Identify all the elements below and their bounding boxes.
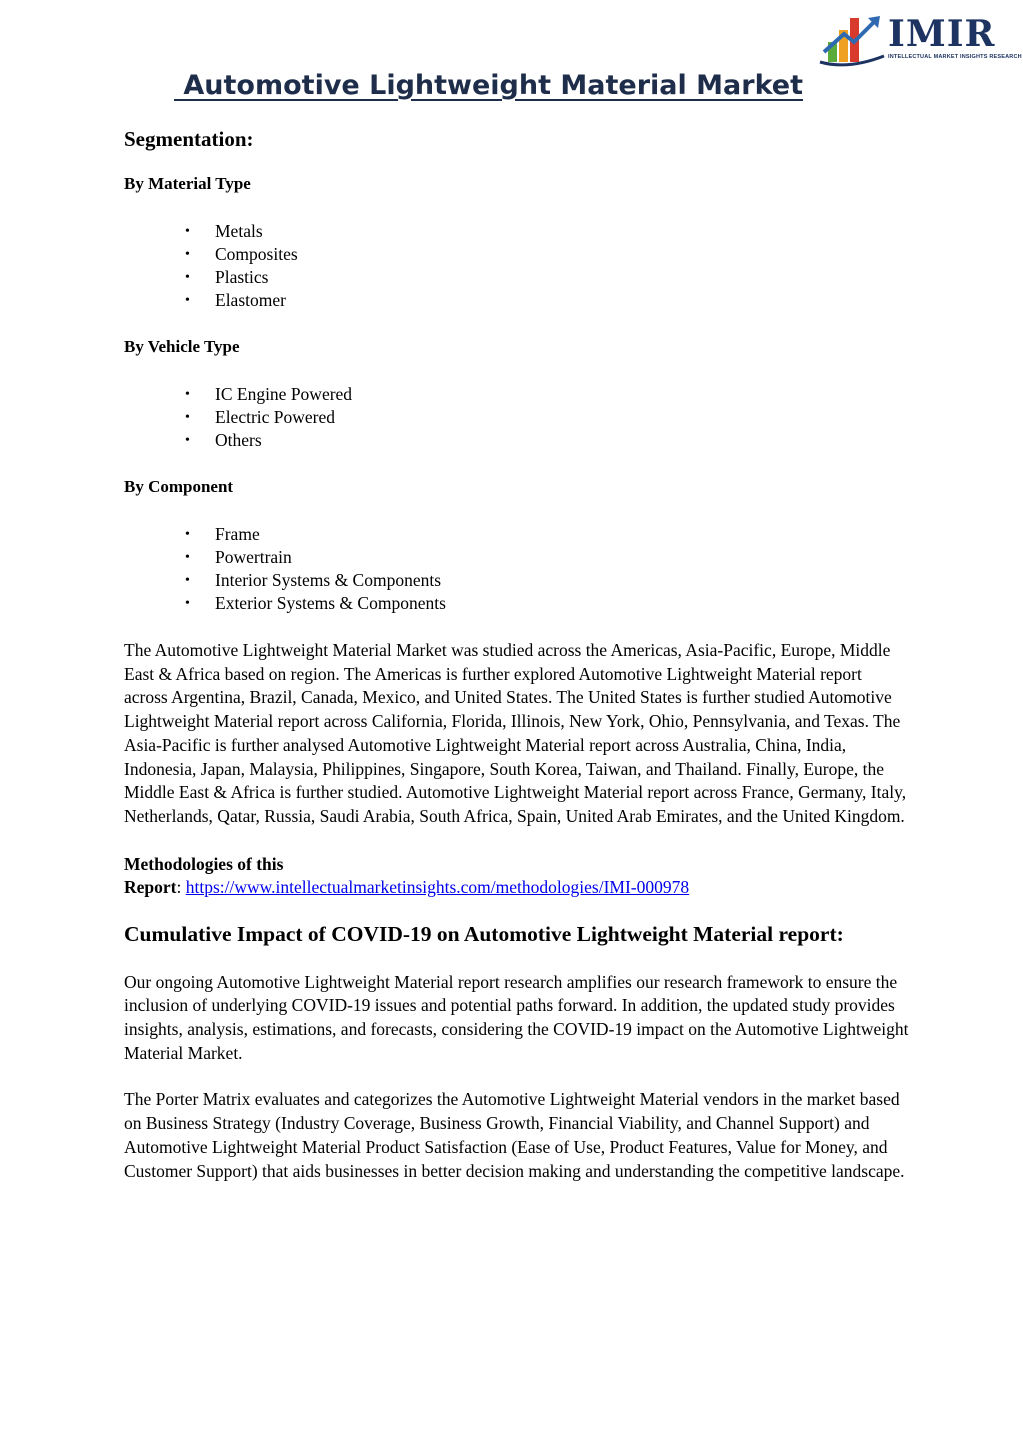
bullet-icon: • bbox=[185, 224, 190, 239]
bullet-icon: • bbox=[185, 550, 190, 565]
segment-vehicle-type bbox=[124, 336, 909, 452]
bullet-icon: • bbox=[185, 247, 190, 262]
segment-heading: By Component bbox=[124, 477, 234, 496]
porter-paragraph: The Porter Matrix evaluates and categorizes the Automotive Lightweight Material vendors in the market based on Business Strategy (Industry Coverage, Business Growth, Financial Viability, and Channel Support) and Automotive Lightweight Material Product Satisfaction (Ease of Use, Product Features, Value for Money, and Customer Support) that aids businesses in better decision making and understanding the competitive landscape. bbox=[124, 1089, 905, 1181]
bullet-icon: • bbox=[185, 270, 190, 285]
bullet-icon: • bbox=[185, 387, 190, 402]
bullet-list bbox=[124, 383, 909, 452]
bullet-icon: • bbox=[185, 596, 190, 611]
logo-wordmark: IMIR bbox=[888, 13, 996, 55]
methodology-block bbox=[124, 853, 909, 900]
imir-logo bbox=[818, 12, 1022, 70]
methodology-link[interactable]: https://www.intellectualmarketinsights.com/methodologies/IMI-000978 bbox=[185, 877, 690, 898]
methodology-label-line2: Report bbox=[124, 877, 177, 898]
page-title: Automotive Lightweight Material Market bbox=[174, 70, 804, 101]
bullet-icon: • bbox=[185, 573, 190, 588]
list-item: • IC Engine Powered bbox=[185, 384, 353, 404]
methodology-label-line1: Methodologies of this bbox=[124, 853, 284, 874]
segment-component bbox=[124, 476, 909, 615]
segment-heading: By Vehicle Type bbox=[124, 337, 240, 356]
methodology-colon: : bbox=[176, 877, 186, 898]
list-item: • Plastics bbox=[185, 267, 269, 287]
list-item: • Composites bbox=[185, 244, 298, 264]
document-body bbox=[124, 124, 909, 1183]
segmentation-heading: Segmentation: bbox=[124, 127, 254, 151]
region-paragraph: The Automotive Lightweight Material Market was studied across the Americas, Asia-Pacific, Europe, Middle East & Africa based on region. The Americas is further explored Automotive Lightweight Material report across Argentina, Brazil, Canada, Mexico, and United States. The United States is further studied Automotive Lightweight Material report across California, Florida, Illinois, New York, Ohio, Pennsylvania, and Texas. The Asia-Pacific is further analysed Automotive Lightweight Material report across Australia, China, India, Indonesia, Japan, Malaysia, Philippines, Singapore, South Korea, Taiwan, and Thailand. Finally, Europe, the Middle East & Africa is further studied. Automotive Lightweight Material report across France, Germany, Italy, Netherlands, Qatar, Russia, Saudi Arabia, South Africa, Spain, United Arab Emirates, and the United Kingdom. bbox=[124, 640, 907, 826]
list-item: • Metals bbox=[185, 221, 263, 241]
list-item: • Electric Powered bbox=[185, 407, 336, 427]
logo-tagline: INTELLECTUAL MARKET INSIGHTS RESEARCH bbox=[888, 54, 1022, 60]
bullet-list bbox=[124, 220, 909, 312]
bullet-icon: • bbox=[185, 410, 190, 425]
list-item: • Frame bbox=[185, 524, 260, 544]
segment-heading: By Material Type bbox=[124, 174, 251, 193]
list-item: • Exterior Systems & Components bbox=[185, 593, 446, 613]
bullet-icon: • bbox=[185, 527, 190, 542]
list-item: • Interior Systems & Components bbox=[185, 570, 442, 590]
list-item: • Others bbox=[185, 430, 262, 450]
segment-material-type bbox=[124, 173, 909, 312]
list-item: • Powertrain bbox=[185, 547, 292, 567]
bullet-icon: • bbox=[185, 293, 190, 308]
covid-paragraph: Our ongoing Automotive Lightweight Material report research amplifies our research framework to ensure the inclusion of underlying COVID-19 issues and potential paths forward. In addition, the updated study provides insights, analysis, estimations, and forecasts, considering the COVID-19 impact on the Automotive Lightweight Material Market. bbox=[124, 971, 909, 1063]
bar-chart-arrow-icon bbox=[818, 12, 888, 70]
covid-heading: Cumulative Impact of COVID-19 on Automotive Lightweight Material report: bbox=[124, 921, 844, 946]
list-item: • Elastomer bbox=[185, 290, 286, 310]
bullet-list bbox=[124, 523, 909, 615]
methodology-line2 bbox=[124, 876, 909, 900]
bullet-icon: • bbox=[185, 433, 190, 448]
